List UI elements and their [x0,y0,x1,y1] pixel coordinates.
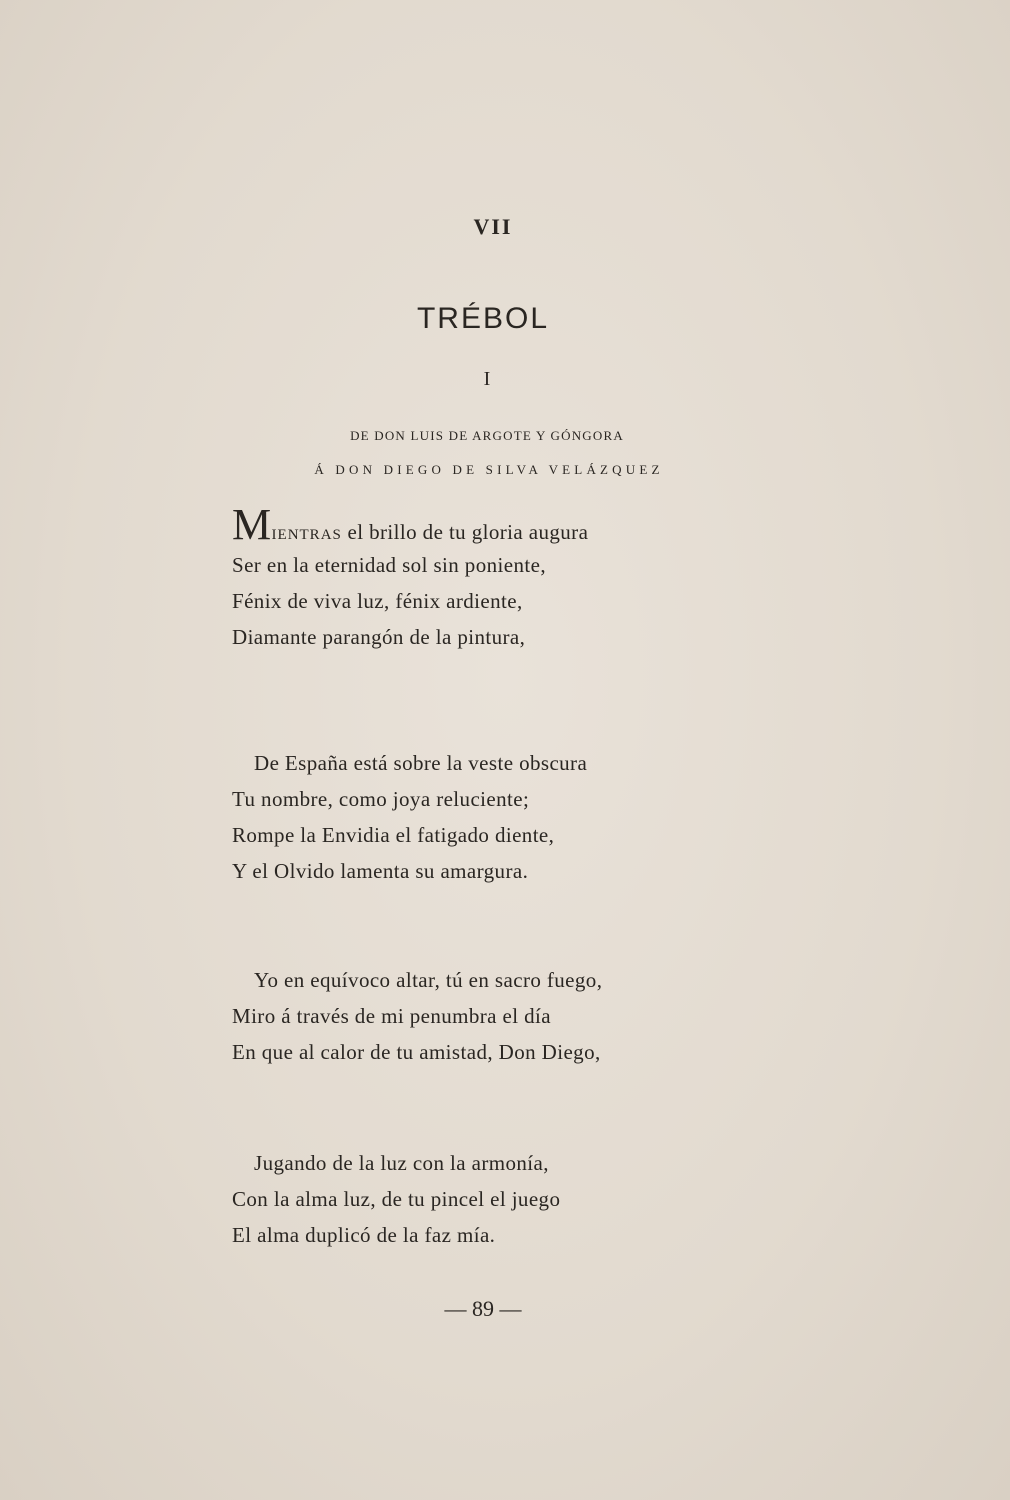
dedication-line-1: DE DON LUIS DE ARGOTE Y GÓNGORA [350,428,624,443]
verse-line: De España está sobre la veste obscura [254,751,588,775]
verse-line: Jugando de la luz con la armonía, [254,1151,549,1175]
part-number: VII [473,214,513,239]
verse-line: Y el Olvido lamenta su amargura. [232,859,529,883]
verse-line: Miro á través de mi penumbra el día [232,1004,551,1028]
verse-line: Fénix de viva luz, fénix ardiente, [232,589,523,613]
verse-line: Rompe la Envidia el fatigado diente, [232,823,555,847]
page-number: — 89 — [444,1296,522,1321]
verse-line: Ser en la eternidad sol sin poniente, [232,553,546,577]
verse-line: Tu nombre, como joya reluciente; [232,787,530,811]
stanza-2 [232,745,692,889]
stanza-3 [232,962,692,1070]
poem-title: TRÉBOL [416,302,550,335]
small-caps-word: IENTRAS [271,527,342,543]
verse-line: Yo en equívoco altar, tú en sacro fuego, [254,968,603,992]
sonnet-number: I [483,368,491,390]
verse-line [232,500,692,549]
verse-line: El alma duplicó de la faz mía. [232,1223,496,1247]
verse-text: el brillo de tu gloria augura [341,520,589,544]
stanza-1 [232,500,692,655]
verse-line: En que al calor de tu amistad, Don Diego, [232,1040,601,1064]
verse-line: Con la alma luz, de tu pincel el juego [232,1187,561,1211]
verse-line: Diamante parangón de la pintura, [232,625,526,649]
drop-cap: M [232,500,272,549]
dedication-line-2: Á DON DIEGO DE SILVA VELÁZQUEZ [314,462,664,477]
stanza-4 [232,1145,692,1253]
